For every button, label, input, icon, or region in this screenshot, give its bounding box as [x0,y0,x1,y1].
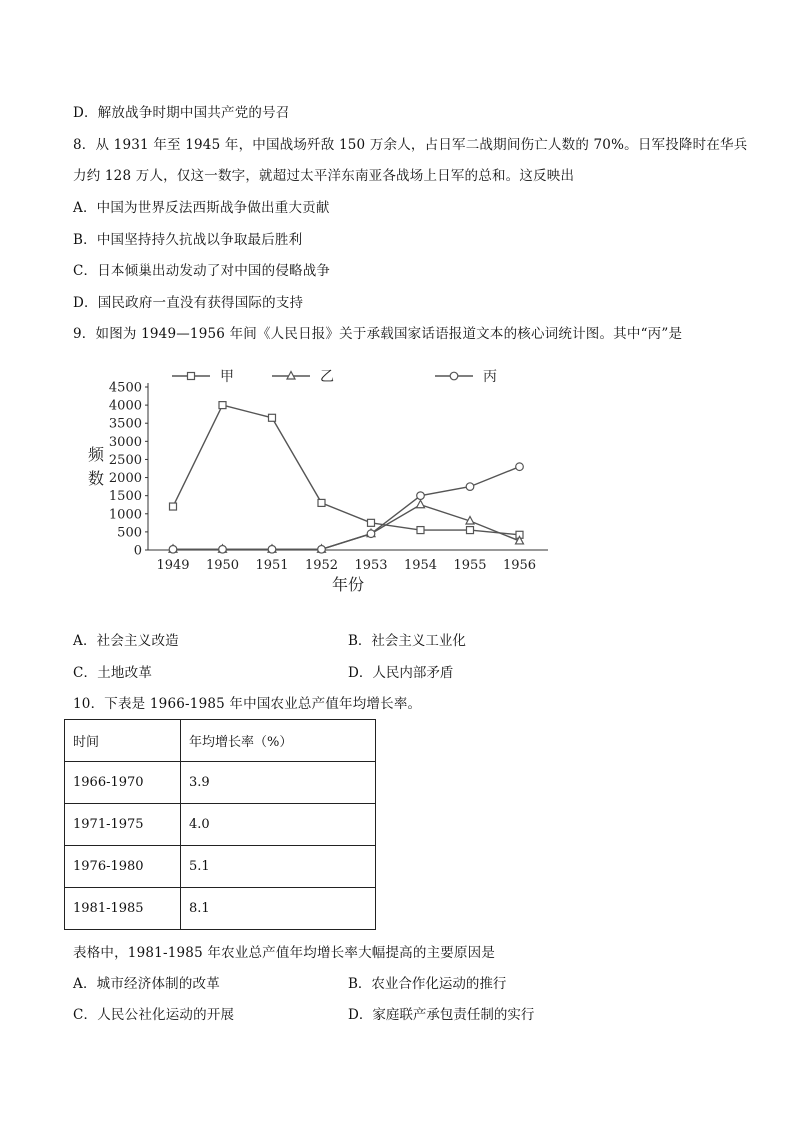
x-tick-label: 1950 [205,558,240,573]
q8-option-d: D．国民政府一直没有获得国际的支持 [73,295,304,311]
table-cell: 8.1 [181,888,376,930]
x-tick-label: 1954 [403,558,438,573]
y-tick-label: 500 [117,525,142,541]
y-axis-label: 数 [88,469,105,488]
table-cell: 1971-1975 [65,804,181,846]
data-point-series-3 [318,545,326,553]
x-tick-label: 1952 [304,558,339,573]
q9-option-c: C．土地改革 [73,665,153,681]
x-tick-label: 1949 [156,558,190,573]
table-cell: 5.1 [181,846,376,888]
q10-stem: 10．下表是 1966-1985 年中国农业总产值年均增长率。 [73,696,422,712]
data-point-series-1 [269,414,276,421]
x-tick-label: 1953 [354,558,388,573]
series-line-1 [173,405,520,535]
table-row [65,846,376,888]
x-tick-label: 1956 [502,558,537,573]
x-axis-label: 年份 [331,575,365,594]
data-point-series-3 [466,483,474,491]
table-cell: 1966-1970 [65,762,181,804]
table-row [65,888,376,930]
data-point-series-3 [219,545,227,553]
y-tick-label: 1000 [108,507,142,523]
data-point-series-1 [467,527,474,534]
legend-label: 丙 [483,369,497,385]
data-point-series-3 [169,545,177,553]
data-point-series-3 [367,530,375,538]
legend-label: 乙 [320,369,334,385]
x-tick-label: 1951 [255,558,289,573]
data-point-series-1 [219,402,226,409]
y-axis-label: 频 [88,445,105,464]
table-cell: 1981-1985 [65,888,181,930]
table-header-cell: 年均增长率（%） [181,720,376,762]
q8-stem-line-1: 8．从 1931 年至 1945 年，中国战场歼敌 150 万余人，占日军二战期间伤亡人数的 70%。日军投降时在华兵 [73,137,748,153]
legend-marker [450,372,458,380]
q10-option-a: A．城市经济体制的改革 [73,976,220,992]
legend-marker [188,373,195,380]
q7-option-d: D．解放战争时期中国共产党的号召 [73,105,290,121]
q8-option-c: C．日本倾巢出动发动了对中国的侵略战争 [73,263,331,279]
table-row [65,804,376,846]
legend-marker [287,372,295,380]
q10-option-b: B．农业合作化运动的推行 [348,976,507,992]
q9-option-d: D．人民内部矛盾 [348,665,454,681]
data-point-series-1 [368,519,375,526]
q10-option-d: D．家庭联产承包责任制的实行 [348,1007,535,1023]
data-point-series-3 [268,545,276,553]
y-tick-label: 3500 [108,416,142,432]
q10-growth-table [64,719,376,930]
q9-stem: 9．如图为 1949—1956 年间《人民日报》关于承载国家话语报道文本的核心词统计图。其中“丙”是 [73,326,683,342]
q8-option-a: A．中国为世界反法西斯战争做出重大贡献 [73,200,330,216]
legend-label: 甲 [220,369,234,385]
q10-after-table: 表格中，1981-1985 年农业总产值年均增长率大幅提高的主要原因是 [73,945,496,961]
data-point-series-3 [516,463,524,471]
q8-stem-line-2: 力约 128 万人，仅这一数字，就超过太平洋东南亚各战场上日军的总和。这反映出 [73,168,575,184]
table-row [65,762,376,804]
y-tick-label: 4500 [108,380,142,396]
data-point-series-1 [318,499,325,506]
y-tick-label: 1500 [108,489,142,505]
y-tick-label: 0 [133,543,142,559]
y-tick-label: 3000 [108,434,142,450]
q9-option-b: B．社会主义工业化 [348,633,466,649]
data-point-series-2 [417,500,425,508]
table-cell: 3.9 [181,762,376,804]
q8-option-b: B．中国坚持持久抗战以争取最后胜利 [73,232,303,248]
table-cell: 4.0 [181,804,376,846]
x-tick-label: 1955 [453,558,487,573]
data-point-series-3 [417,492,425,500]
data-point-series-1 [417,527,424,534]
table-cell: 1976-1980 [65,846,181,888]
q9-option-a: A．社会主义改造 [73,633,179,649]
q10-option-c: C．人民公社化运动的开展 [73,1007,235,1023]
data-point-series-1 [170,503,177,510]
q9-line-chart [80,360,560,600]
y-tick-label: 2000 [108,471,142,487]
series-line-3 [173,467,520,550]
y-tick-label: 2500 [108,452,142,468]
table-header-row [65,720,376,762]
y-tick-label: 4000 [108,398,142,414]
table-header-cell: 时间 [65,720,181,762]
